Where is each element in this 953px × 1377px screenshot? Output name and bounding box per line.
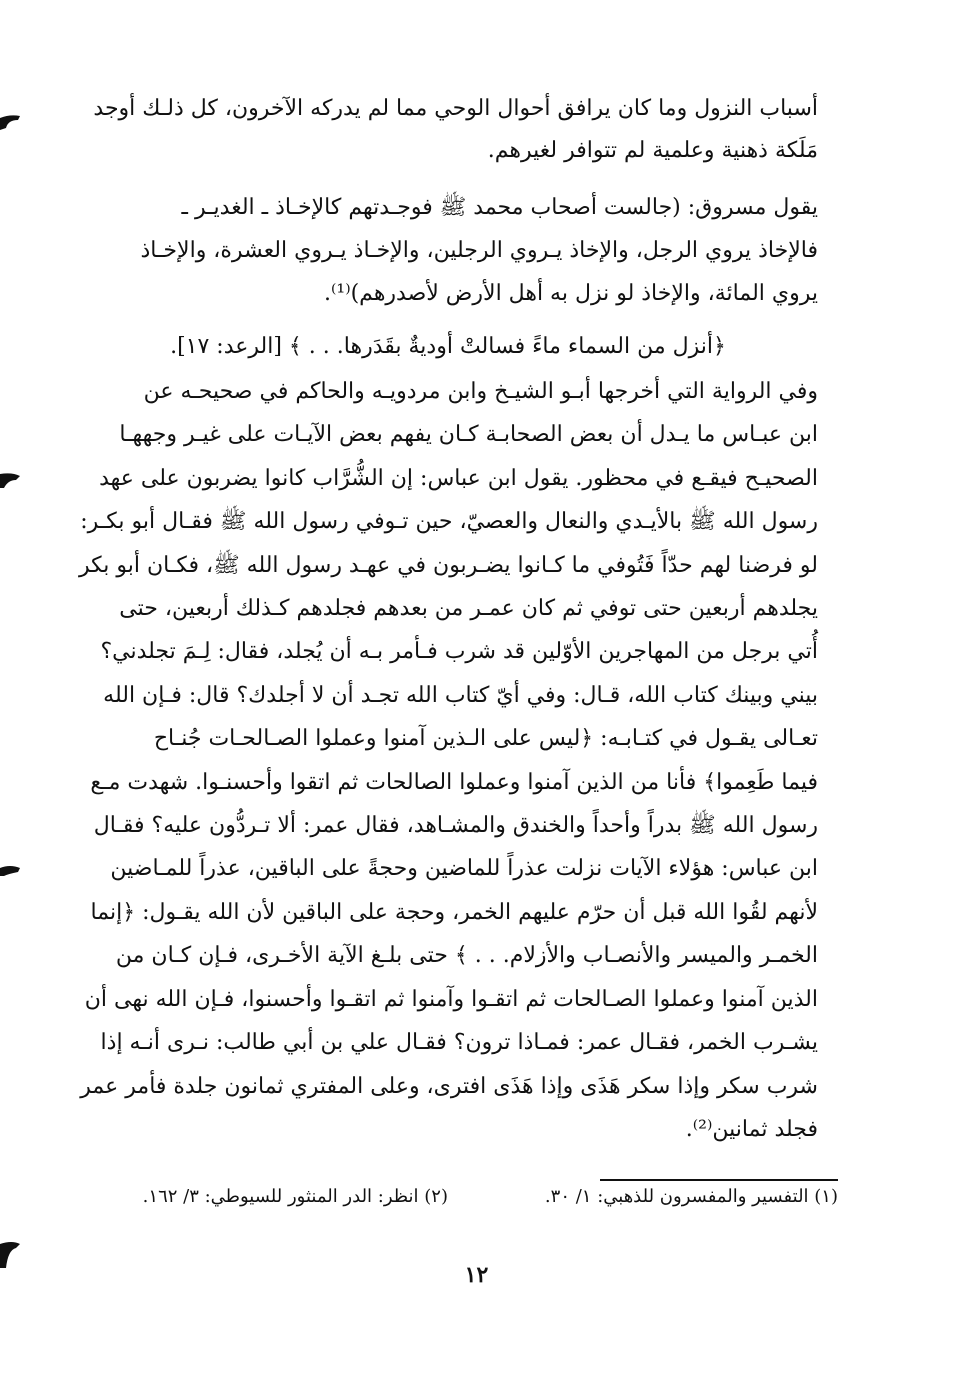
footnote-separator <box>600 1179 838 1181</box>
paragraph-2-masruq-quote <box>78 186 818 315</box>
text-line: فجلد ثمانين⁽²⁾. <box>685 1116 818 1142</box>
scan-edge-mark <box>0 1240 22 1270</box>
text-line: لأنهم لقُوا الله قبل أن حرّم عليهم الخمر، وحجة على الباقين لأن الله يقـول: ﴿إنما <box>90 899 818 925</box>
text-line: الخمـر والميسر والأنصـاب والأزلام. . . ﴾ حتى بلـغ الآية الأخـرى، فـإن كـان من <box>115 943 818 969</box>
text-line: يقول مسروق: (جالست أصحاب محمد ﷺ فوجـدتهم كالإخـاذ ـ الغديـر ـ <box>181 195 818 220</box>
text-line: رسول الله ﷺ بالأيـدي والنعال والعصيّ، حين تـوفي رسول الله ﷺ فقـال أبو بكـر: <box>80 509 818 535</box>
footnotes <box>78 1186 838 1226</box>
text-line: رسول الله ﷺ بدراً وأحداً والخندق والمشـاهد، فقال عمر: ألا تـردُّون عليه؟ فقـال <box>93 813 818 839</box>
text-line: ابن عبـاس ما يـدل أن بعض الصحابـة كـان يفهم بعض الآيـات على غيـر وجههـا <box>119 422 818 448</box>
text-line: لو فرضنا لهم حدّاً فَتُوفي ما كـانوا يضـربون في عهـد رسول الله ﷺ، فكـان أبو بكر <box>79 552 818 578</box>
paragraph-1 <box>78 88 818 172</box>
verse-line: ﴿أنزل من السماء ماءً فسالتْ أوديةٌ بقَدَرها. . . ﴾ [الرعد: ١٧]. <box>170 334 726 359</box>
text-line: وفي الرواية التي أخرجها أبـو الشيـخ وابن مردويـه والحاكم في صحيحـه عن <box>143 379 818 404</box>
text-line: الذين آمنوا وعملوا الصـالحات ثم اتقـوا وآمنوا ثم اتقـوا وأحسنوا، فـإن الله نهى أن <box>84 986 818 1012</box>
text-line: مَلَكة ذهنية وعلمية لم تتوافر لغيرهم. <box>487 138 818 163</box>
text-line: تعـالى يقـول في كتـابـه: ﴿ليس على الـذين آمنوا وعملوا الصـالحـات جُنـاح <box>153 726 818 752</box>
text-line: أُتي برجل من المهاجرين الأوّلين قد شرب فـأمر بـه أن يُجلد، فقال: لِـمَ تجلدني؟ <box>100 639 818 665</box>
text-line: أسباب النزول وما كان يرافق أحوال الوحي مما لم يدركه الآخرون، كل ذلـك أوجد <box>93 96 818 121</box>
scan-edge-mark <box>0 862 22 882</box>
text-line: شرب سكر وإذا سكر هَذَى وإذا هَذَى افترى، وعلى المفتري ثمانون جلدة فأمر عمر <box>80 1073 818 1099</box>
footnote-1: (١) التفسير والمفسرون للذهبي: ١/ ٣٠. <box>544 1186 838 1207</box>
text-line: بيني وبينك كتاب الله، قـال: وفي أيّ كتاب الله تجـد أن لا أجلدك؟ قال: فـإن الله <box>103 682 818 708</box>
text-line: يروي المائة، والإخاذ لو نزل به أهل الأرض لأصدرهم)⁽¹⁾. <box>323 281 818 306</box>
text-line: فالإخاذ يروي الرجل، والإخاذ يـروي الرجلين، والإخـاذ يـروي العشرة، والإخـاذ <box>140 238 818 263</box>
text-line: الصحيـح فيقـع في محظور. يقول ابن عباس: إن الشُّرَّاب كانوا يضربون على عهد <box>99 465 818 491</box>
text-line: ابن عباس: هؤلاء الآيات نزلت عذراً للماضين وحجةً على الباقين، عذراً للمـاضين <box>110 856 818 882</box>
text-line: يجلدهم أربعين حتى توفي ثم كان عمـر من بعدهم فجلدهم كـذلك أربعين، حتى <box>119 596 818 622</box>
text-line: فيما طَعِموا﴾ فأنا من الذين آمنوا وعملوا الصالحات ثم اتقوا وأحسنـوا. شهدت مـع <box>90 769 818 795</box>
page-number: ١٢ <box>464 1262 489 1288</box>
text-line: يشـرب الخمر، فقـال عمر: فمـاذا ترون؟ فقـال علي بن أبي طالب: نـرى أنـه إذا <box>100 1030 818 1056</box>
quran-verse <box>78 326 818 368</box>
footnote-2: (٢) انظر: الدر المنثور للسيوطي: ٣/ ١٦٢. <box>142 1186 448 1207</box>
scan-edge-mark <box>0 112 22 132</box>
scan-edge-mark <box>0 470 22 490</box>
paragraph-3-narration <box>78 370 818 1151</box>
